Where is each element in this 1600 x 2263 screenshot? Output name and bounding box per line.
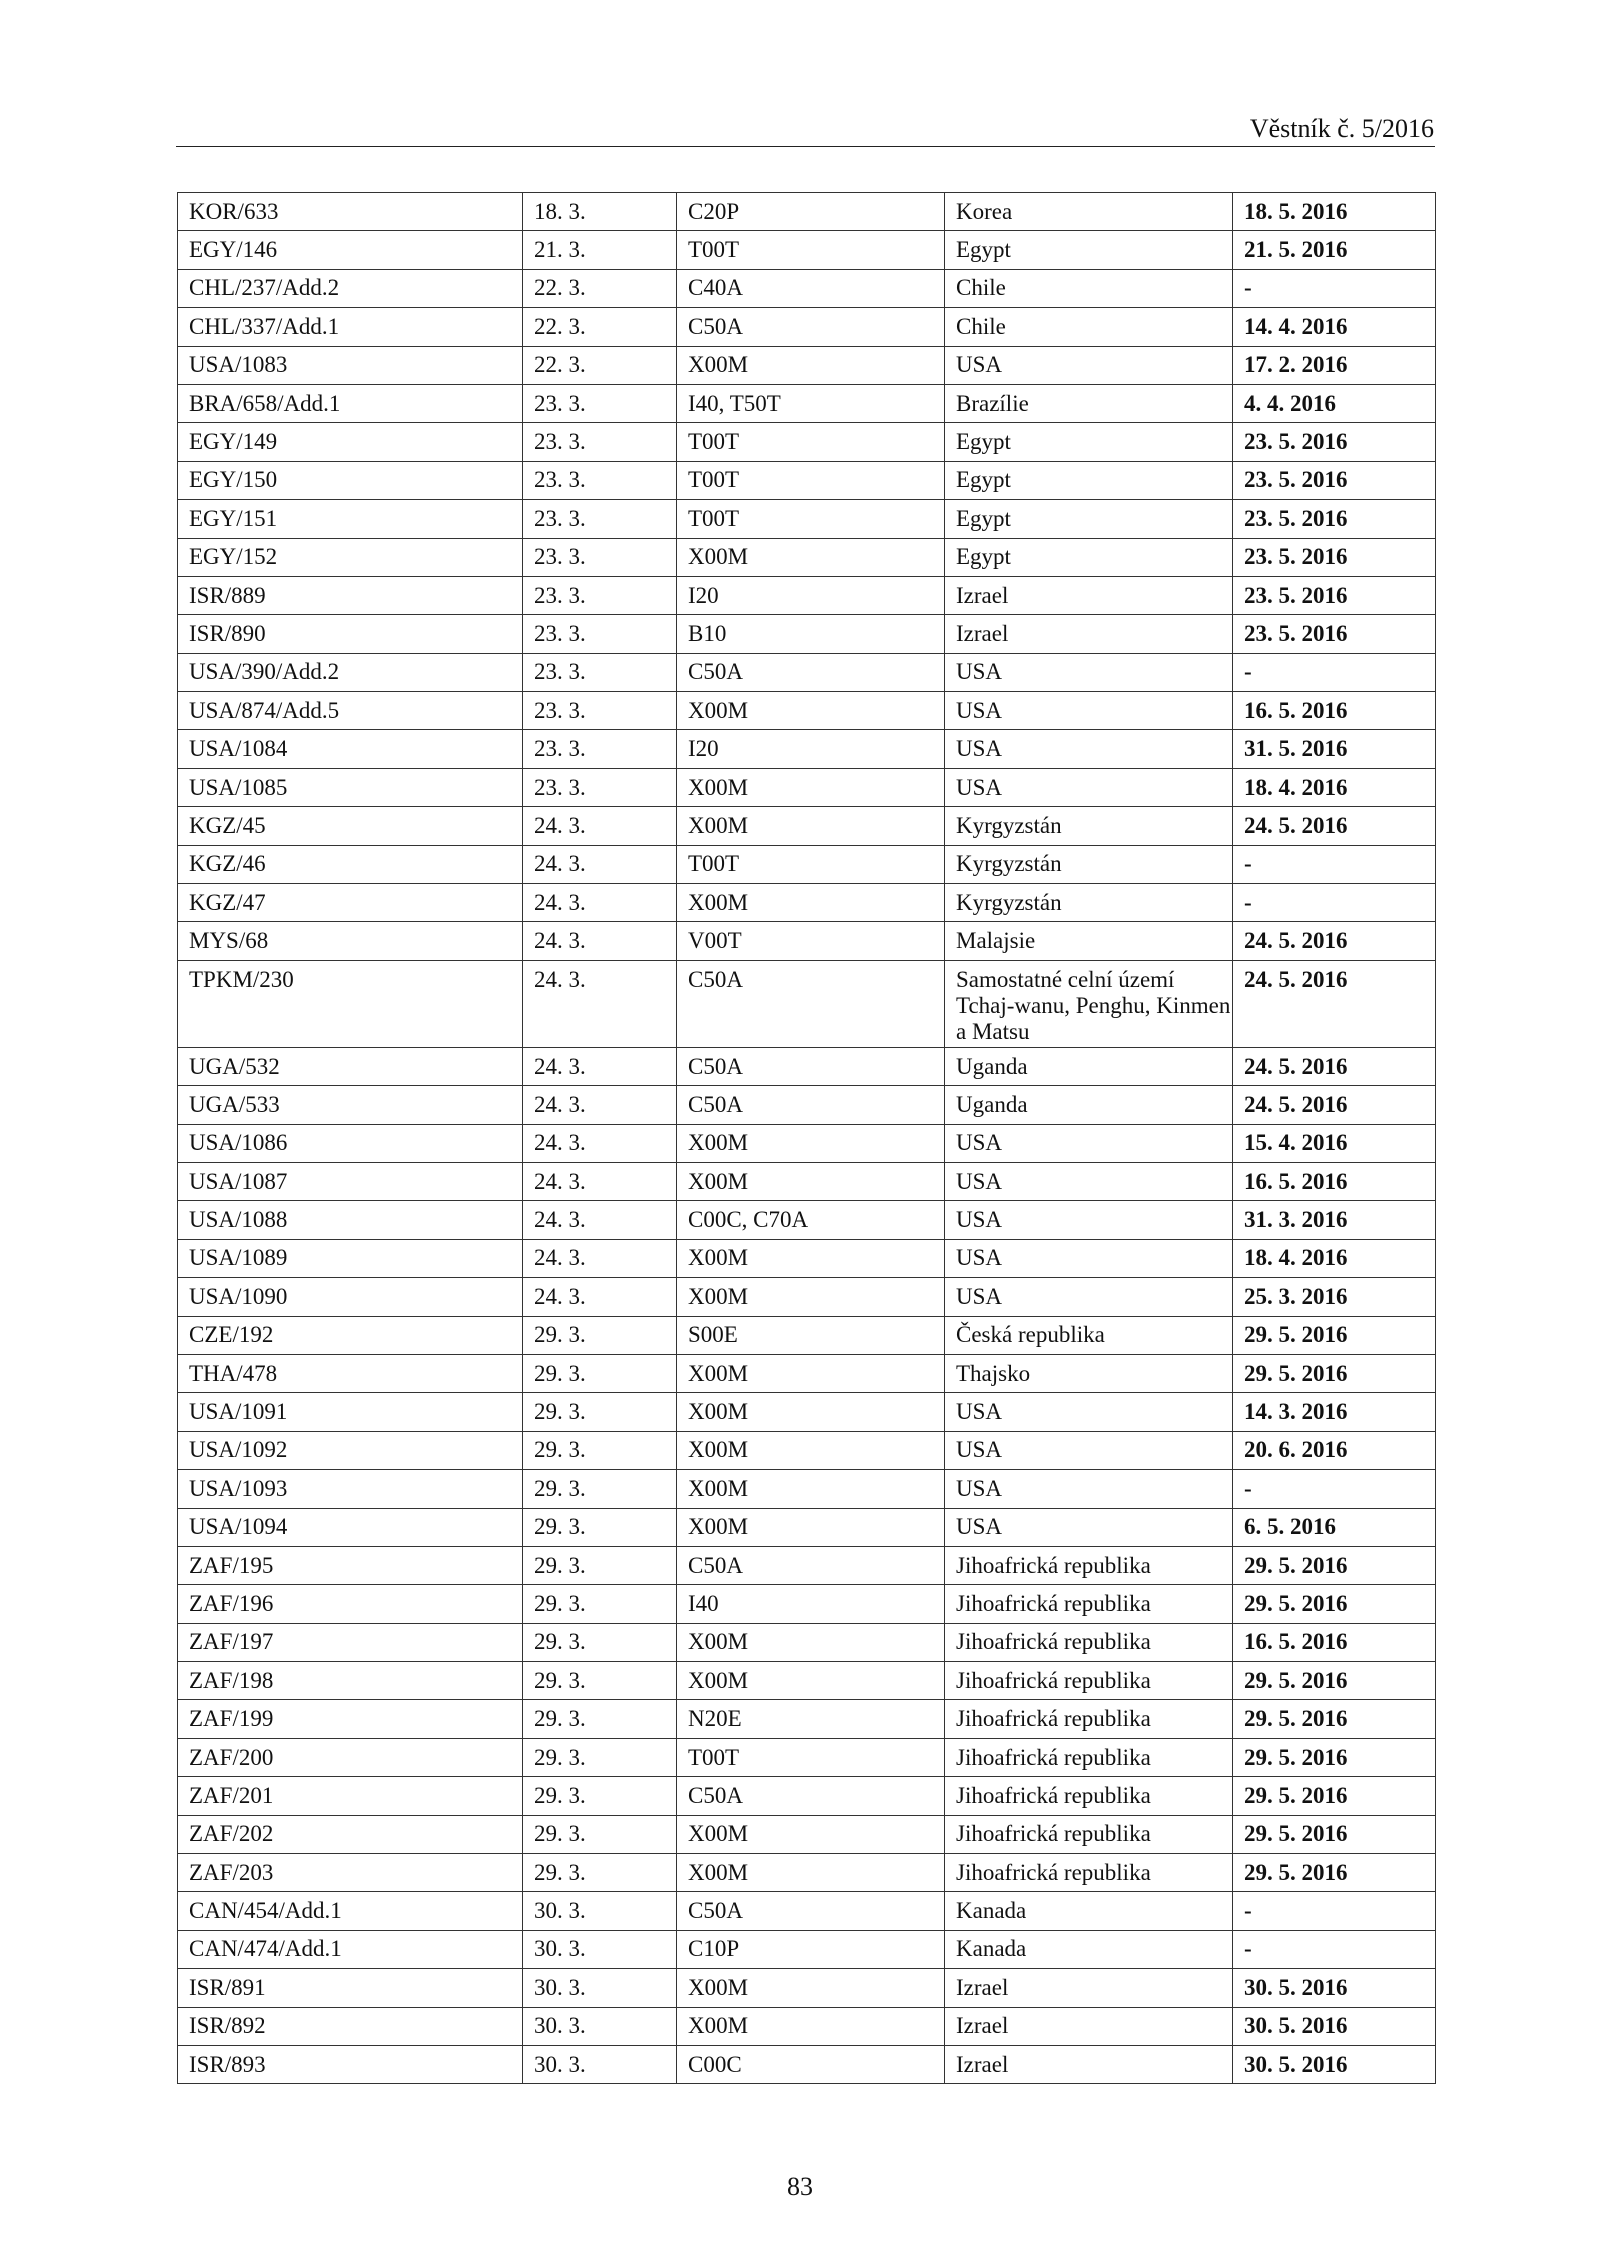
cell-date: 29. 5. 2016: [1233, 1546, 1436, 1584]
cell-date: 23. 5. 2016: [1233, 461, 1436, 499]
cell-country: Samostatné celní území Tchaj-wanu, Penghu, Kinmen a Matsu: [945, 960, 1233, 1047]
cell-code: X00M: [677, 1470, 945, 1508]
cell-country: USA: [945, 653, 1233, 691]
cell-date: 31. 5. 2016: [1233, 730, 1436, 768]
cell-code: I20: [677, 576, 945, 614]
cell-date: 23. 5. 2016: [1233, 423, 1436, 461]
cell-country: Jihoafrická republika: [945, 1854, 1233, 1892]
cell-date: 31. 3. 2016: [1233, 1201, 1436, 1239]
cell-code: C50A: [677, 653, 945, 691]
cell-code: I40: [677, 1585, 945, 1623]
table-row: [178, 1393, 1436, 1431]
table-row: [178, 1738, 1436, 1776]
cell-country: Uganda: [945, 1047, 1233, 1085]
cell-notification: USA/1089: [178, 1239, 523, 1277]
cell-code: X00M: [677, 538, 945, 576]
cell-received: 29. 3.: [523, 1662, 677, 1700]
cell-received: 23. 3.: [523, 653, 677, 691]
cell-received: 29. 3.: [523, 1738, 677, 1776]
cell-country: Kanada: [945, 1892, 1233, 1930]
cell-code: X00M: [677, 1393, 945, 1431]
cell-notification: CAN/454/Add.1: [178, 1892, 523, 1930]
cell-country: USA: [945, 692, 1233, 730]
cell-notification: USA/1085: [178, 768, 523, 806]
cell-date: 15. 4. 2016: [1233, 1124, 1436, 1162]
cell-country: USA: [945, 1393, 1233, 1431]
cell-code: C50A: [677, 308, 945, 346]
cell-code: T00T: [677, 845, 945, 883]
cell-notification: CHL/237/Add.2: [178, 269, 523, 307]
cell-date: 23. 5. 2016: [1233, 615, 1436, 653]
cell-date: 18. 4. 2016: [1233, 768, 1436, 806]
cell-received: 24. 3.: [523, 1086, 677, 1124]
cell-country: Thajsko: [945, 1354, 1233, 1392]
cell-notification: ISR/892: [178, 2007, 523, 2045]
header-divider: [176, 146, 1435, 147]
cell-received: 29. 3.: [523, 1546, 677, 1584]
cell-received: 29. 3.: [523, 1470, 677, 1508]
cell-date: 24. 5. 2016: [1233, 1047, 1436, 1085]
cell-received: 29. 3.: [523, 1508, 677, 1546]
cell-code: X00M: [677, 1854, 945, 1892]
table-row: [178, 1124, 1436, 1162]
cell-received: 23. 3.: [523, 576, 677, 614]
cell-date: 29. 5. 2016: [1233, 1662, 1436, 1700]
cell-notification: ZAF/195: [178, 1546, 523, 1584]
cell-code: X00M: [677, 1623, 945, 1661]
cell-received: 29. 3.: [523, 1354, 677, 1392]
cell-received: 23. 3.: [523, 692, 677, 730]
cell-notification: USA/1083: [178, 346, 523, 384]
cell-country: Jihoafrická republika: [945, 1546, 1233, 1584]
cell-country: Kyrgyzstán: [945, 807, 1233, 845]
cell-received: 23. 3.: [523, 768, 677, 806]
cell-notification: EGY/149: [178, 423, 523, 461]
cell-received: 29. 3.: [523, 1431, 677, 1469]
table-row: [178, 576, 1436, 614]
cell-code: N20E: [677, 1700, 945, 1738]
cell-notification: CAN/474/Add.1: [178, 1930, 523, 1968]
cell-country: Kyrgyzstán: [945, 884, 1233, 922]
cell-received: 24. 3.: [523, 1162, 677, 1200]
cell-notification: EGY/152: [178, 538, 523, 576]
cell-notification: ISR/891: [178, 1969, 523, 2007]
table-row: [178, 1278, 1436, 1316]
cell-notification: ZAF/200: [178, 1738, 523, 1776]
cell-code: X00M: [677, 2007, 945, 2045]
table-row: [178, 768, 1436, 806]
cell-country: Chile: [945, 308, 1233, 346]
cell-code: C50A: [677, 1047, 945, 1085]
cell-code: X00M: [677, 1508, 945, 1546]
cell-code: X00M: [677, 346, 945, 384]
cell-country: Izrael: [945, 2007, 1233, 2045]
cell-code: X00M: [677, 692, 945, 730]
cell-date: 20. 6. 2016: [1233, 1431, 1436, 1469]
cell-code: C50A: [677, 960, 945, 1047]
table-row: [178, 1777, 1436, 1815]
cell-notification: USA/390/Add.2: [178, 653, 523, 691]
cell-code: B10: [677, 615, 945, 653]
cell-country: USA: [945, 1508, 1233, 1546]
cell-received: 29. 3.: [523, 1854, 677, 1892]
table-row: [178, 807, 1436, 845]
cell-code: C10P: [677, 1930, 945, 1968]
cell-received: 23. 3.: [523, 423, 677, 461]
cell-date: 29. 5. 2016: [1233, 1700, 1436, 1738]
table-row: [178, 615, 1436, 653]
cell-code: X00M: [677, 1162, 945, 1200]
cell-received: 29. 3.: [523, 1623, 677, 1661]
table-row: [178, 384, 1436, 422]
cell-date: 6. 5. 2016: [1233, 1508, 1436, 1546]
cell-date: 24. 5. 2016: [1233, 922, 1436, 960]
table-row: [178, 1086, 1436, 1124]
cell-received: 29. 3.: [523, 1585, 677, 1623]
cell-date: 29. 5. 2016: [1233, 1585, 1436, 1623]
cell-received: 22. 3.: [523, 308, 677, 346]
cell-code: X00M: [677, 1124, 945, 1162]
cell-country: Korea: [945, 193, 1233, 231]
cell-received: 24. 3.: [523, 1201, 677, 1239]
cell-received: 24. 3.: [523, 884, 677, 922]
table-row: [178, 653, 1436, 691]
cell-country: Uganda: [945, 1086, 1233, 1124]
cell-code: X00M: [677, 884, 945, 922]
cell-notification: MYS/68: [178, 922, 523, 960]
cell-notification: ZAF/197: [178, 1623, 523, 1661]
table-row: [178, 1316, 1436, 1354]
cell-country: USA: [945, 1431, 1233, 1469]
cell-date: 18. 5. 2016: [1233, 193, 1436, 231]
cell-date: 17. 2. 2016: [1233, 346, 1436, 384]
table-row: [178, 1854, 1436, 1892]
cell-received: 30. 3.: [523, 1930, 677, 1968]
table-row: [178, 500, 1436, 538]
cell-date: 30. 5. 2016: [1233, 1969, 1436, 2007]
page-header-title: Věstník č. 5/2016: [1249, 114, 1434, 143]
cell-notification: ISR/890: [178, 615, 523, 653]
cell-code: X00M: [677, 1662, 945, 1700]
cell-country: Izrael: [945, 1969, 1233, 2007]
cell-code: C40A: [677, 269, 945, 307]
cell-date: 24. 5. 2016: [1233, 1086, 1436, 1124]
cell-date: 29. 5. 2016: [1233, 1354, 1436, 1392]
cell-notification: EGY/150: [178, 461, 523, 499]
cell-date: -: [1233, 653, 1436, 691]
cell-code: I40, T50T: [677, 384, 945, 422]
cell-date: -: [1233, 1930, 1436, 1968]
table-row: [178, 692, 1436, 730]
cell-code: T00T: [677, 423, 945, 461]
table-row: [178, 1201, 1436, 1239]
cell-notification: ISR/889: [178, 576, 523, 614]
cell-received: 22. 3.: [523, 346, 677, 384]
table-row: [178, 1700, 1436, 1738]
cell-received: 24. 3.: [523, 807, 677, 845]
cell-date: 30. 5. 2016: [1233, 2045, 1436, 2083]
cell-country: USA: [945, 1162, 1233, 1200]
cell-country: Egypt: [945, 538, 1233, 576]
table-row: [178, 231, 1436, 269]
table-row: [178, 884, 1436, 922]
cell-received: 29. 3.: [523, 1393, 677, 1431]
cell-notification: CZE/192: [178, 1316, 523, 1354]
cell-country: Jihoafrická republika: [945, 1815, 1233, 1853]
cell-country: USA: [945, 1201, 1233, 1239]
cell-received: 24. 3.: [523, 1239, 677, 1277]
cell-code: I20: [677, 730, 945, 768]
cell-received: 24. 3.: [523, 1278, 677, 1316]
cell-country: USA: [945, 1124, 1233, 1162]
cell-country: Jihoafrická republika: [945, 1738, 1233, 1776]
cell-code: C50A: [677, 1777, 945, 1815]
cell-date: 14. 3. 2016: [1233, 1393, 1436, 1431]
cell-date: -: [1233, 845, 1436, 883]
cell-received: 23. 3.: [523, 384, 677, 422]
table-row: [178, 1239, 1436, 1277]
cell-received: 30. 3.: [523, 2007, 677, 2045]
cell-code: T00T: [677, 1738, 945, 1776]
cell-received: 30. 3.: [523, 1892, 677, 1930]
cell-date: -: [1233, 1892, 1436, 1930]
notification-table-body: [178, 193, 1436, 2084]
cell-notification: USA/1084: [178, 730, 523, 768]
cell-code: X00M: [677, 1969, 945, 2007]
cell-date: 29. 5. 2016: [1233, 1777, 1436, 1815]
cell-country: Brazílie: [945, 384, 1233, 422]
cell-notification: TPKM/230: [178, 960, 523, 1047]
table-row: [178, 2007, 1436, 2045]
cell-code: C50A: [677, 1546, 945, 1584]
cell-received: 18. 3.: [523, 193, 677, 231]
cell-received: 23. 3.: [523, 461, 677, 499]
cell-notification: ZAF/196: [178, 1585, 523, 1623]
table-row: [178, 1892, 1436, 1930]
cell-country: Kanada: [945, 1930, 1233, 1968]
cell-code: C50A: [677, 1892, 945, 1930]
cell-notification: ZAF/198: [178, 1662, 523, 1700]
table-row: [178, 1470, 1436, 1508]
cell-code: T00T: [677, 461, 945, 499]
cell-date: 29. 5. 2016: [1233, 1854, 1436, 1892]
cell-notification: KGZ/46: [178, 845, 523, 883]
cell-received: 29. 3.: [523, 1815, 677, 1853]
cell-code: V00T: [677, 922, 945, 960]
table-row: [178, 1815, 1436, 1853]
table-row: [178, 1585, 1436, 1623]
page-number: 83: [787, 2172, 813, 2201]
notification-table: [177, 192, 1436, 2084]
cell-date: 23. 5. 2016: [1233, 576, 1436, 614]
cell-date: -: [1233, 884, 1436, 922]
cell-code: X00M: [677, 1815, 945, 1853]
cell-received: 29. 3.: [523, 1700, 677, 1738]
table-row: [178, 845, 1436, 883]
cell-notification: USA/1091: [178, 1393, 523, 1431]
cell-received: 29. 3.: [523, 1777, 677, 1815]
cell-country: Egypt: [945, 461, 1233, 499]
cell-notification: CHL/337/Add.1: [178, 308, 523, 346]
cell-code: X00M: [677, 1278, 945, 1316]
cell-country: Jihoafrická republika: [945, 1777, 1233, 1815]
table-row: [178, 1508, 1436, 1546]
cell-code: X00M: [677, 1431, 945, 1469]
cell-notification: EGY/146: [178, 231, 523, 269]
cell-notification: USA/1093: [178, 1470, 523, 1508]
cell-date: 29. 5. 2016: [1233, 1316, 1436, 1354]
cell-date: -: [1233, 1470, 1436, 1508]
table-row: [178, 538, 1436, 576]
cell-received: 21. 3.: [523, 231, 677, 269]
cell-country: Chile: [945, 269, 1233, 307]
cell-received: 23. 3.: [523, 615, 677, 653]
table-row: [178, 922, 1436, 960]
cell-country: Egypt: [945, 231, 1233, 269]
cell-code: X00M: [677, 807, 945, 845]
cell-date: 16. 5. 2016: [1233, 692, 1436, 730]
cell-notification: USA/1087: [178, 1162, 523, 1200]
cell-received: 30. 3.: [523, 1969, 677, 2007]
table-row: [178, 308, 1436, 346]
cell-code: C50A: [677, 1086, 945, 1124]
cell-country: USA: [945, 1278, 1233, 1316]
cell-notification: ZAF/199: [178, 1700, 523, 1738]
cell-country: USA: [945, 1470, 1233, 1508]
table-row: [178, 730, 1436, 768]
cell-code: C20P: [677, 193, 945, 231]
cell-country: Jihoafrická republika: [945, 1623, 1233, 1661]
cell-code: X00M: [677, 1354, 945, 1392]
cell-country: USA: [945, 768, 1233, 806]
cell-received: 23. 3.: [523, 500, 677, 538]
cell-country: Egypt: [945, 423, 1233, 461]
cell-code: X00M: [677, 768, 945, 806]
table-row: [178, 1162, 1436, 1200]
table-row: [178, 423, 1436, 461]
cell-date: 30. 5. 2016: [1233, 2007, 1436, 2045]
cell-notification: UGA/533: [178, 1086, 523, 1124]
cell-date: 29. 5. 2016: [1233, 1738, 1436, 1776]
cell-date: 24. 5. 2016: [1233, 960, 1436, 1047]
table-row: [178, 461, 1436, 499]
cell-code: X00M: [677, 1239, 945, 1277]
cell-notification: KGZ/47: [178, 884, 523, 922]
table-row: [178, 1662, 1436, 1700]
cell-notification: ZAF/202: [178, 1815, 523, 1853]
table-row: [178, 1930, 1436, 1968]
cell-date: 25. 3. 2016: [1233, 1278, 1436, 1316]
table-row: [178, 1546, 1436, 1584]
cell-country: Jihoafrická republika: [945, 1662, 1233, 1700]
cell-received: 29. 3.: [523, 1316, 677, 1354]
cell-notification: THA/478: [178, 1354, 523, 1392]
cell-country: Izrael: [945, 615, 1233, 653]
cell-code: C00C: [677, 2045, 945, 2083]
cell-notification: ISR/893: [178, 2045, 523, 2083]
cell-received: 24. 3.: [523, 960, 677, 1047]
table-row: [178, 1969, 1436, 2007]
cell-notification: USA/1092: [178, 1431, 523, 1469]
table-row: [178, 193, 1436, 231]
cell-notification: BRA/658/Add.1: [178, 384, 523, 422]
table-row: [178, 1047, 1436, 1085]
cell-date: 23. 5. 2016: [1233, 538, 1436, 576]
table-row: [178, 1431, 1436, 1469]
cell-received: 24. 3.: [523, 845, 677, 883]
cell-country: Izrael: [945, 576, 1233, 614]
cell-date: 16. 5. 2016: [1233, 1623, 1436, 1661]
table-row: [178, 1623, 1436, 1661]
cell-code: C00C, C70A: [677, 1201, 945, 1239]
cell-country: Kyrgyzstán: [945, 845, 1233, 883]
table-row: [178, 1354, 1436, 1392]
cell-country: Česká republika: [945, 1316, 1233, 1354]
cell-date: -: [1233, 269, 1436, 307]
cell-date: 14. 4. 2016: [1233, 308, 1436, 346]
cell-code: T00T: [677, 500, 945, 538]
cell-country: Egypt: [945, 500, 1233, 538]
cell-date: 4. 4. 2016: [1233, 384, 1436, 422]
cell-notification: EGY/151: [178, 500, 523, 538]
cell-notification: USA/1088: [178, 1201, 523, 1239]
cell-received: 23. 3.: [523, 538, 677, 576]
cell-country: Jihoafrická republika: [945, 1585, 1233, 1623]
table-row: [178, 2045, 1436, 2083]
cell-date: 29. 5. 2016: [1233, 1815, 1436, 1853]
table-row: [178, 960, 1436, 1047]
cell-country: USA: [945, 730, 1233, 768]
cell-country: USA: [945, 346, 1233, 384]
cell-received: 22. 3.: [523, 269, 677, 307]
cell-received: 23. 3.: [523, 730, 677, 768]
cell-country: USA: [945, 1239, 1233, 1277]
cell-code: T00T: [677, 231, 945, 269]
cell-received: 24. 3.: [523, 922, 677, 960]
cell-received: 24. 3.: [523, 1124, 677, 1162]
cell-notification: USA/1094: [178, 1508, 523, 1546]
cell-notification: USA/874/Add.5: [178, 692, 523, 730]
table-row: [178, 346, 1436, 384]
cell-received: 30. 3.: [523, 2045, 677, 2083]
cell-date: 23. 5. 2016: [1233, 500, 1436, 538]
cell-country: Malajsie: [945, 922, 1233, 960]
cell-notification: ZAF/201: [178, 1777, 523, 1815]
cell-code: S00E: [677, 1316, 945, 1354]
cell-notification: KOR/633: [178, 193, 523, 231]
cell-date: 24. 5. 2016: [1233, 807, 1436, 845]
cell-date: 21. 5. 2016: [1233, 231, 1436, 269]
cell-received: 24. 3.: [523, 1047, 677, 1085]
cell-notification: ZAF/203: [178, 1854, 523, 1892]
cell-country: Izrael: [945, 2045, 1233, 2083]
cell-notification: USA/1086: [178, 1124, 523, 1162]
cell-notification: UGA/532: [178, 1047, 523, 1085]
cell-country: Jihoafrická republika: [945, 1700, 1233, 1738]
table-row: [178, 269, 1436, 307]
cell-date: 16. 5. 2016: [1233, 1162, 1436, 1200]
cell-notification: USA/1090: [178, 1278, 523, 1316]
cell-notification: KGZ/45: [178, 807, 523, 845]
cell-date: 18. 4. 2016: [1233, 1239, 1436, 1277]
